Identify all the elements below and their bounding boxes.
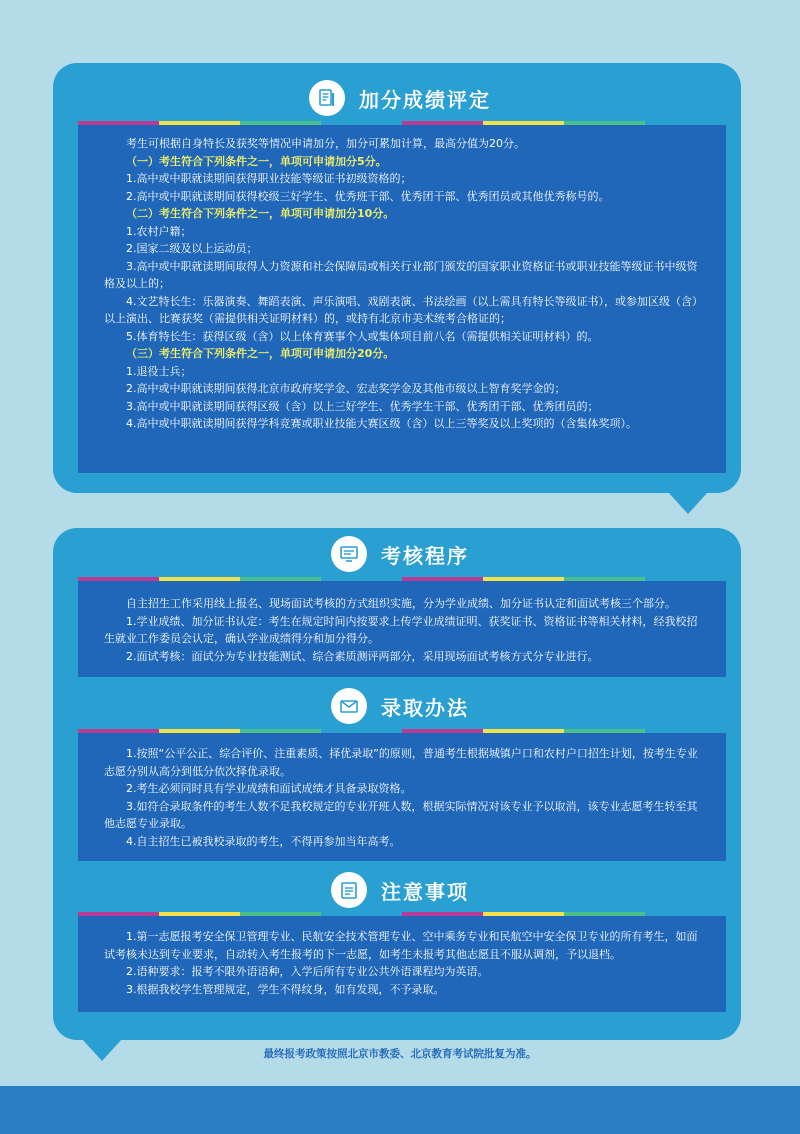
paragraph: 2.国家二级及以上运动员；: [126, 242, 258, 255]
procedure-title: 考核程序: [381, 543, 469, 568]
paragraph: 1.学业成绩、加分证书认定：考生在规定时间内按要求上传学业成绩证明、获奖证书、资格证书等相关材料，经我校招生就业工作委员会认定，确认学业成绩得分和加分得分。: [104, 614, 698, 645]
envelope-icon: [331, 688, 367, 724]
policy-footnote: 最终报考政策按照北京市教委、北京教育考试院批复为准。: [263, 1048, 537, 1060]
procedure-header: [0, 536, 800, 572]
admission-title: 录取办法: [381, 695, 469, 720]
notes-panel: [78, 916, 726, 1012]
paragraph: 5.体育特长生：获得区级（含）以上体育赛事个人或集体项目前八名（需提供相关证明材料）的。: [126, 329, 599, 343]
paragraph: 4.高中或中职就读期间获得学科竞赛或职业技能大赛区级（含）以上三等奖及以上奖项的（含集体奖项）。: [126, 417, 637, 430]
paragraph: 1.按照“公平公正、综合评价、注重素质、择优录取”的原则，普通考生根据城镇户口和农村户口招生计划，按考生专业志愿分别从高分到低分依次择优录取。: [104, 747, 698, 778]
paragraph: 2.高中或中职就读期间获得校级三好学生、优秀班干部、优秀团干部、优秀团员或其他优秀称号的。: [126, 189, 610, 203]
bonus-panel: [78, 125, 726, 473]
bottom-bar: [0, 1086, 800, 1134]
procedure-panel: [78, 581, 726, 677]
bonus-card-tail: [668, 492, 708, 514]
document-pen-icon: [309, 80, 345, 116]
subheading: （二）考生符合下列条件之一，单项可申请加分10分。: [126, 207, 395, 220]
paragraph: 考生可根据自身特长及获奖等情况申请加分，加分可累加计算，最高分值为20分。: [126, 137, 525, 150]
paragraph: 1.农村户籍；: [126, 224, 192, 238]
paragraph: 2.面试考核：面试分为专业技能测试、综合素质测评两部分，采用现场面试考核方式分专业进行。: [126, 649, 599, 663]
notes-title: 注意事项: [381, 879, 469, 904]
paragraph: 2.考生必须同时具有学业成绩和面试成绩才具备录取资格。: [126, 782, 412, 795]
paragraph: 3.如符合录取条件的考生人数不足我校规定的专业开班人数，根据实际情况对该专业予以取消，该专业志愿考生转至其他志愿专业录取。: [104, 799, 698, 830]
notes-header: [0, 872, 800, 908]
monitor-form-icon: [331, 536, 367, 572]
paragraph: 自主招生工作采用线上报名、现场面试考核的方式组织实施，分为学业成绩、加分证书认定和面试考核三个部分。: [126, 597, 676, 610]
paragraph: 1.退役士兵；: [126, 364, 192, 378]
paragraph: 4.文艺特长生：乐器演奏、舞蹈表演、声乐演唱、戏剧表演、书法绘画（以上需具有特长等级证书），或参加区级（含）以上演出、比赛获奖（需提供相关证明材料）的，或持有北京市美术统考合格证的；: [104, 294, 698, 325]
bonus-header: [0, 80, 800, 116]
subheading: （三）考生符合下列条件之一，单项可申请加分20分。: [126, 347, 395, 360]
paragraph: 2.高中或中职就读期间获得北京市政府奖学金、宏志奖学金及其他市级以上智育奖学金的；: [126, 382, 566, 395]
subheading: （一）考生符合下列条件之一，单项可申请加分5分。: [126, 154, 387, 168]
admission-header: [0, 688, 800, 724]
paragraph: 2.语种要求：报考不限外语语种，入学后所有专业公共外语课程均为英语。: [126, 965, 489, 978]
paragraph: 3.高中或中职就读期间获得区级（含）以上三好学生、优秀学生干部、优秀团干部、优秀团员的；: [126, 399, 599, 413]
admission-panel: [78, 733, 726, 861]
checklist-icon: [331, 872, 367, 908]
paragraph: 1.高中或中职就读期间获得职业技能等级证书初级资格的；: [126, 172, 412, 185]
paragraph: 3.根据我校学生管理规定，学生不得纹身，如有发现，不予录取。: [126, 982, 445, 996]
paragraph: 1.第一志愿报考安全保卫管理专业、民航安全技术管理专业、空中乘务专业和民航空中安全保卫专业的所有考生，如面试考核未达到专业要求，自动转入考生报考的下一志愿，如考生未报考其他志愿且不服从调剂，予以退档。: [104, 930, 698, 961]
bonus-title: 加分成绩评定: [359, 87, 491, 112]
paragraph: 3.高中或中职就读期间取得人力资源和社会保障局或相关行业部门颁发的国家职业资格证书或职业技能等级证书中级资格及以上的；: [104, 259, 698, 290]
paragraph: 4.自主招生已被我校录取的考生，不得再参加当年高考。: [126, 834, 401, 848]
